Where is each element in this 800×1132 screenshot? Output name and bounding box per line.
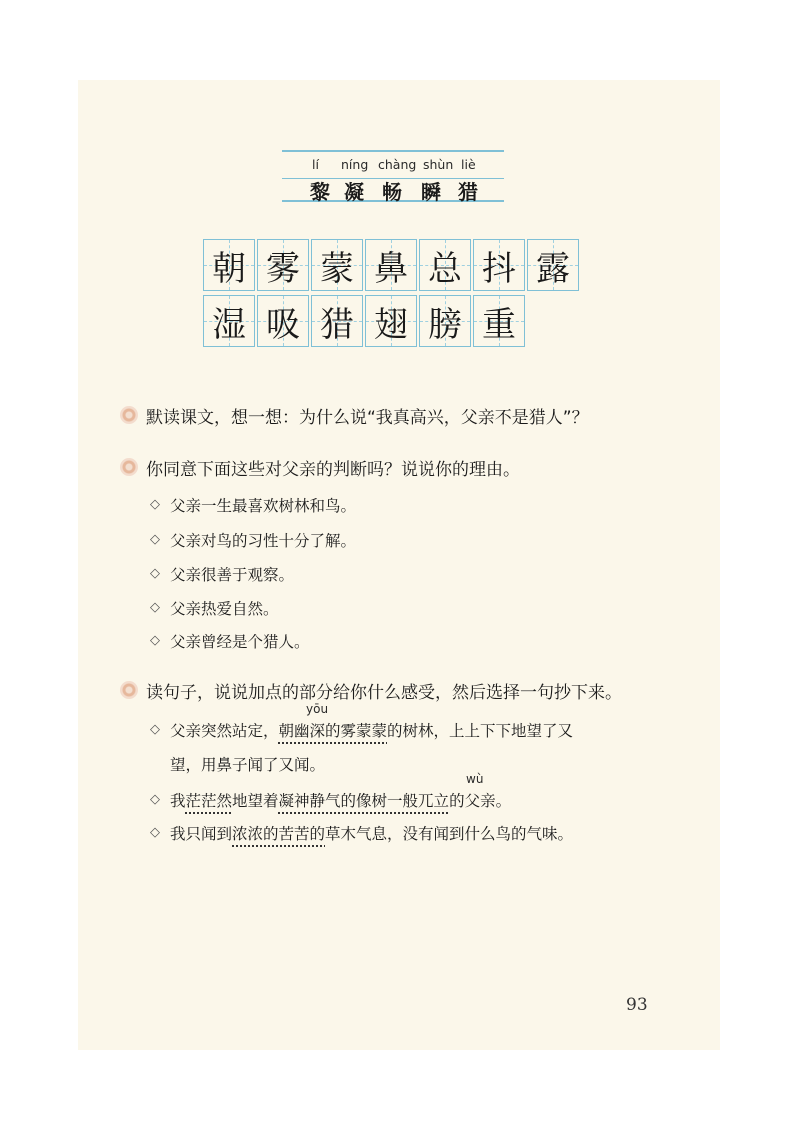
- pinyin-annotation: yōu: [306, 702, 329, 716]
- grid-cell: 抖: [473, 239, 525, 291]
- grid-cell: 总: [419, 239, 471, 291]
- question-1-text: 默读课文，想一想：为什么说“我真高兴，父亲不是猎人”？: [146, 408, 589, 428]
- recognize-char-4: 瞬: [421, 180, 441, 204]
- grid-cell: 露: [527, 239, 579, 291]
- pinyin-1: lí: [312, 157, 319, 172]
- list-item: 父亲对鸟的习性十分了解。: [170, 532, 357, 550]
- diamond-bullet-icon: ◇: [150, 825, 160, 840]
- diamond-bullet-icon: ◇: [150, 633, 160, 648]
- pinyin-annotation: wù: [466, 772, 484, 786]
- page-number: 93: [626, 995, 648, 1015]
- question-marker-icon: [120, 681, 138, 699]
- recognize-char-1: 黎: [310, 180, 330, 204]
- diamond-bullet-icon: ◇: [150, 566, 160, 581]
- grid-cell: 湿: [203, 295, 255, 347]
- question-2-text: 你同意下面这些对父亲的判断吗？说说你的理由。: [146, 460, 520, 480]
- list-item: 父亲很善于观察。: [170, 566, 295, 584]
- pinyin-3: chàng: [378, 157, 417, 172]
- grid-cell: 蒙: [311, 239, 363, 291]
- grid-cell: 猎: [311, 295, 363, 347]
- sentence-1: 父亲突然站定，朝幽深的雾蒙蒙的树林，上上下下地望了又: [170, 722, 574, 740]
- recognize-char-3: 畅: [382, 180, 402, 204]
- pinyin-5: liè: [461, 157, 476, 172]
- diamond-bullet-icon: ◇: [150, 722, 160, 737]
- diamond-bullet-icon: ◇: [150, 600, 160, 615]
- writing-grid: [203, 239, 581, 347]
- diamond-bullet-icon: ◇: [150, 497, 160, 512]
- pinyin-4: shùn: [423, 157, 454, 172]
- list-item: 父亲曾经是个猎人。: [170, 633, 310, 651]
- sentence-1-continued: 望，用鼻子闻了又闻。: [170, 756, 326, 774]
- grid-cell: 吸: [257, 295, 309, 347]
- recognize-char-2: 凝: [344, 180, 364, 204]
- question-3-text: 读句子，说说加点的部分给你什么感受，然后选择一句抄下来。: [146, 683, 622, 703]
- grid-cell: 重: [473, 295, 525, 347]
- question-marker-icon: [120, 406, 138, 424]
- sentence-3: 我只闻到浓浓的苦苦的草木气息，没有闻到什么鸟的气味。: [170, 825, 574, 843]
- grid-cell: 雾: [257, 239, 309, 291]
- pinyin-2: níng: [341, 157, 369, 172]
- sentence-2: 我茫茫然地望着凝神静气的像树一般兀立的父亲。: [170, 792, 512, 810]
- question-marker-icon: [120, 458, 138, 476]
- grid-cell: 朝: [203, 239, 255, 291]
- diamond-bullet-icon: ◇: [150, 532, 160, 547]
- recognize-char-5: 猎: [458, 180, 478, 204]
- diamond-bullet-icon: ◇: [150, 792, 160, 807]
- list-item: 父亲热爱自然。: [170, 600, 279, 618]
- list-item: 父亲一生最喜欢树林和鸟。: [170, 497, 357, 515]
- grid-cell: 鼻: [365, 239, 417, 291]
- grid-cell: 膀: [419, 295, 471, 347]
- grid-cell: 翅: [365, 295, 417, 347]
